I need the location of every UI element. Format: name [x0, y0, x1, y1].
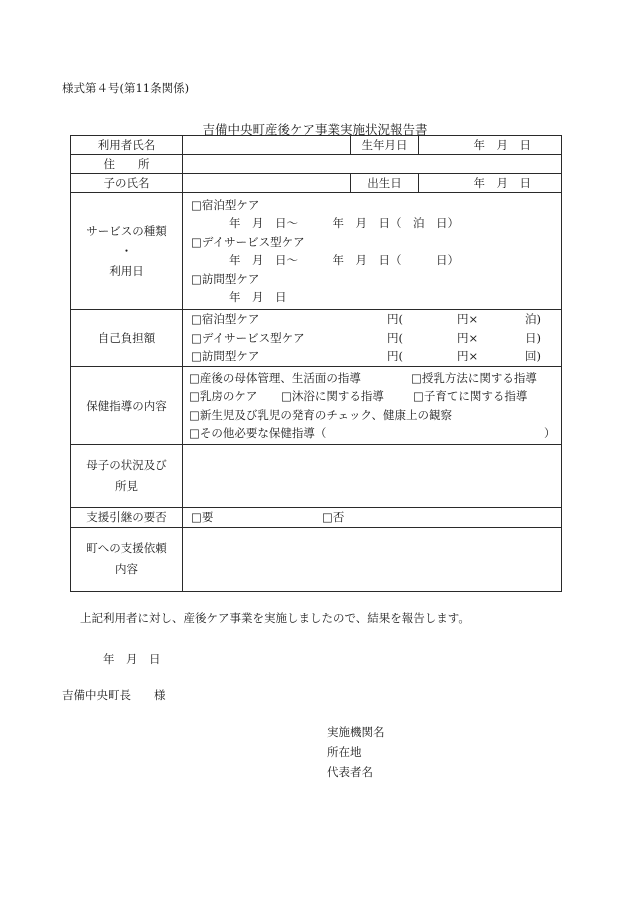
guidance-item-other[interactable]: □その他必要な保健指導（: [189, 426, 327, 440]
support-row: [71, 508, 562, 528]
guidance-item-feeding[interactable]: □授乳方法に関する指導: [411, 370, 537, 385]
closing-statement: 上記利用者に対し、産後ケア事業を実施しましたので、結果を報告します。: [80, 611, 470, 625]
request-field[interactable]: [183, 527, 562, 591]
guidance-item-maternal[interactable]: □産後の母体管理、生活面の指導: [189, 370, 361, 385]
child-birth-label: 出生日: [351, 174, 419, 193]
child-name-label: 子の氏名: [71, 174, 183, 193]
user-name-row: [71, 136, 562, 155]
service-option-visit[interactable]: [191, 270, 561, 289]
service-dates-overnight[interactable]: 年 月 日～ 年 月 日（ 泊 日）: [229, 216, 459, 230]
support-yes-checkbox[interactable]: □要: [191, 510, 214, 524]
support-no-checkbox[interactable]: □否: [322, 510, 345, 524]
address-row: [71, 155, 562, 174]
child-name-row: [71, 174, 562, 193]
service-dates-dayservice[interactable]: 年 月 日～ 年 月 日（ 日）: [229, 253, 459, 267]
cost-unit: 円×: [457, 312, 479, 327]
guidance-label: 保健指導の内容: [71, 367, 183, 445]
guidance-line-2: [189, 387, 561, 406]
support-label: 支援引継の要否: [71, 508, 183, 528]
guidance-row: [71, 367, 562, 445]
signer-org-label: 実施機関名: [327, 725, 385, 739]
guidance-item-growth[interactable]: □新生児及び乳児の発育のチェック、健康上の観察: [189, 407, 453, 422]
cost-suffix: 日): [525, 330, 541, 345]
service-type-label: [71, 193, 183, 310]
status-row: [71, 445, 562, 508]
status-label-line2: 所見: [115, 479, 138, 493]
checkbox[interactable]: □: [191, 271, 202, 286]
service-dates-visit[interactable]: 年 月 日: [229, 290, 287, 304]
cost-service-name: 宿泊型ケア: [201, 312, 260, 327]
addressee: 吉備中央町長 様: [62, 688, 166, 702]
cost-unit: 円×: [457, 349, 479, 364]
guidance-options: [183, 367, 562, 445]
checkbox[interactable]: □: [191, 197, 202, 212]
service-option-overnight[interactable]: [191, 196, 561, 215]
request-row: [71, 527, 562, 591]
guidance-line-4: [189, 424, 561, 443]
cost-yen: 円(: [387, 349, 403, 364]
status-field[interactable]: [183, 445, 562, 508]
cost-yen: 円(: [387, 330, 403, 345]
checkbox[interactable]: □: [191, 349, 202, 364]
guidance-item-bathing[interactable]: □沐浴に関する指導: [281, 389, 384, 403]
service-option-dayservice[interactable]: [191, 233, 561, 252]
cost-yen: 円(: [387, 312, 403, 327]
service-row: [71, 193, 562, 310]
cost-suffix: 回): [525, 349, 541, 364]
cost-unit: 円×: [457, 330, 479, 345]
report-date[interactable]: 年 月 日: [103, 652, 161, 666]
birth-date-field[interactable]: [419, 136, 562, 155]
address-label: 住 所: [71, 155, 183, 174]
service-options: [183, 193, 562, 310]
checkbox[interactable]: □: [191, 312, 202, 327]
child-birth-value: 年 月 日: [473, 176, 531, 190]
signer-address-label: 所在地: [327, 745, 362, 759]
cost-suffix: 泊): [525, 312, 541, 327]
cost-options: [183, 310, 562, 367]
address-field[interactable]: [183, 155, 562, 174]
signer-rep-label: 代表者名: [327, 765, 373, 779]
user-name-label: 利用者氏名: [71, 136, 183, 155]
service-label-line2: 利用日: [109, 264, 144, 278]
service-option-label: 訪問型ケア: [201, 271, 260, 286]
guidance-other-close: ）: [544, 426, 556, 440]
user-name-field[interactable]: [183, 136, 351, 155]
request-label: [71, 527, 183, 591]
document-title: 吉備中央町産後ケア事業実施状況報告書: [202, 122, 428, 137]
cost-service-name: デイサービス型ケア: [201, 330, 305, 345]
cost-line-overnight[interactable]: [191, 310, 561, 329]
service-label-dot: ・: [120, 244, 133, 258]
status-label-line1: 母子の状況及び: [86, 458, 167, 472]
status-label: [71, 445, 183, 508]
child-name-field[interactable]: [183, 174, 351, 193]
guidance-item-childcare[interactable]: □子育てに関する指導: [413, 389, 528, 403]
report-form-table: [70, 135, 562, 592]
guidance-item-breast[interactable]: □乳房のケア: [189, 389, 258, 403]
birth-date-value: 年 月 日: [473, 138, 531, 152]
service-option-label: デイサービス型ケア: [201, 234, 305, 249]
cost-service-name: 訪問型ケア: [201, 349, 260, 364]
request-label-line2: 内容: [115, 562, 138, 576]
guidance-line-1: [189, 369, 561, 388]
checkbox[interactable]: □: [191, 330, 202, 345]
form-number-label: 様式第４号(第11条関係): [62, 81, 190, 95]
checkbox[interactable]: □: [191, 234, 202, 249]
cost-line-visit[interactable]: [191, 347, 561, 366]
guidance-line-3: [189, 406, 561, 425]
cost-label: 自己負担額: [71, 310, 183, 367]
service-label-line1: サービスの種類: [86, 224, 167, 238]
cost-row: [71, 310, 562, 367]
child-birth-field[interactable]: [419, 174, 562, 193]
request-label-line1: 町への支援依頼: [86, 541, 167, 555]
cost-line-dayservice[interactable]: [191, 329, 561, 348]
service-option-label: 宿泊型ケア: [201, 197, 260, 212]
birth-date-label: 生年月日: [351, 136, 419, 155]
support-options: [183, 508, 562, 528]
